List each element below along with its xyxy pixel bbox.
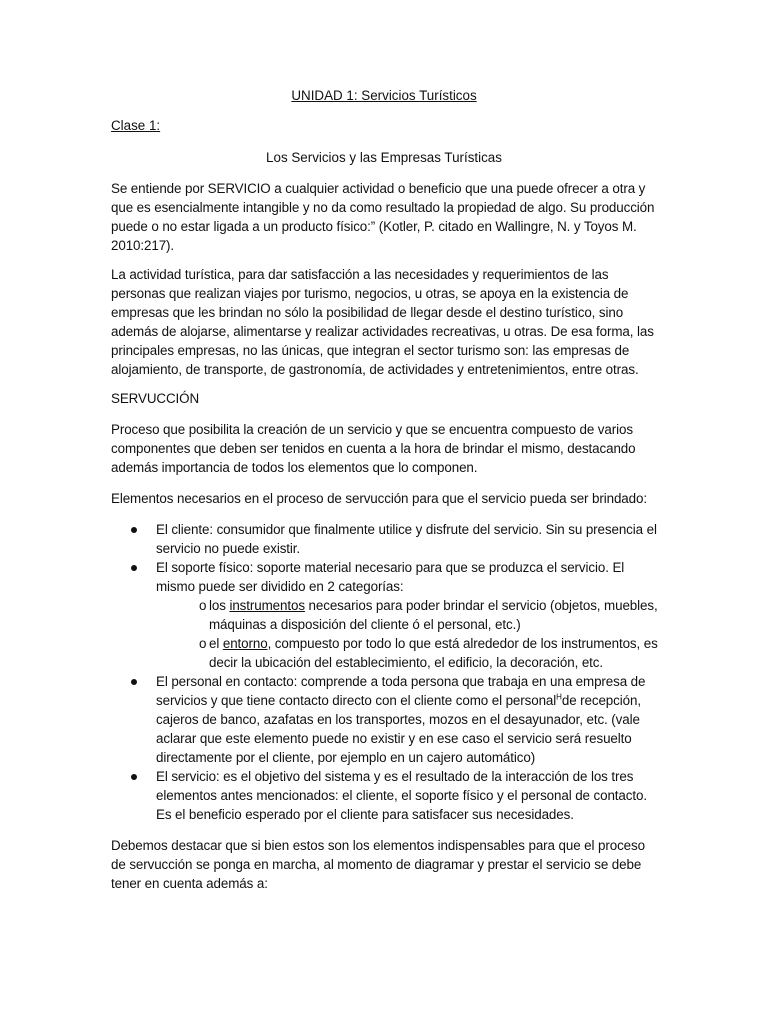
bullet-text-servicio: El servicio: es el objetivo del sistema y es el resultado de la interacción de los tres elementos antes mencionados: el cliente, el soporte físico y el personal de contacto. Es el beneficio esperado por el cliente para satisfacer sus necesidades. [156,769,647,822]
entorno-prefix: el [209,636,223,651]
elements-bullet-list [111,520,661,824]
class-label: Clase 1: [111,118,161,133]
bullet-icon [131,527,137,533]
section-title: Los Servicios y las Empresas Turísticas [266,150,502,165]
footnote-mark: H [556,692,562,702]
paragraph-service-definition: Se entiende por SERVICIO a cualquier actividad o beneficio que una puede ofrecer a otra y que es esencialmente intangible y no da como resultado la propiedad de algo. Su producción puede o no estar ligada a un producto físico:” (Kotler, P. citado en Wallingre, N. y Toyos M. 2010:217). [111,181,655,253]
list-item-servicio [111,767,661,824]
paragraph-closing: Debemos destacar que si bien estos son los elementos indispensables para que el proceso de servucción se ponga en marcha, al momento de diagramar y prestar el servicio se debe tener en cuenta además a: [111,838,645,891]
list-item-personal [111,672,661,767]
bullet-icon [131,679,137,685]
bullet-icon [131,565,137,571]
bullet-text-cliente: El cliente: consumidor que finalmente utilice y disfrute del servicio. Sin su presencia el servicio no puede existir. [156,522,657,556]
list-item-soporte [111,558,661,672]
entorno-term: entorno [222,636,268,651]
bullet-text-personal-end: de recepción, cajeros de banco, azafatas en los transportes, mozos en el desayunador, etc. (vale aclarar que este elemento puede no existir y en ese caso el servicio será resuelto directamente por el cliente, por ejemplo en un cajero automático) [156,693,641,765]
paragraph-elements-intro: Elementos necesarios en el proceso de servucción para que el servicio pueda ser brindado: [111,491,647,506]
instrumentos-term: instrumentos [229,598,305,613]
soporte-sub-list [156,596,661,672]
sub-item-instrumentos [111,596,661,634]
list-item-cliente [111,520,661,558]
instrumentos-description: necesarios para poder brindar el servicio (objetos, muebles, máquinas a disposición del cliente ó el personal, etc.) [209,598,658,632]
entorno-description: , compuesto por todo lo que está alrededor de los instrumentos, es decir la ubicación del establecimiento, el edificio, la decoración, etc. [209,636,658,670]
bullet-icon [131,774,137,780]
bullet-text-personal-start: El personal en contacto: comprende a toda persona que trabaja en una empresa de servicios y que tiene contacto directo con el cliente como el personal [156,674,646,708]
servuccion-heading: SERVUCCIÓN [111,391,200,406]
bullet-text-soporte: El soporte físico: soporte material necesario para que se produzca el servicio. El mismo puede ser dividido en 2 categorías: [156,560,625,594]
sub-bullet-icon: o [199,598,207,613]
sub-item-entorno [111,634,661,672]
paragraph-servuccion-definition: Proceso que posibilita la creación de un servicio y que se encuentra compuesto de varios componentes que deben ser tenidos en cuenta a la hora de brindar el mismo, destacando además importancia de todos los elementos que lo componen. [111,422,636,475]
unit-title: UNIDAD 1: Servicios Turísticos [291,88,477,103]
sub-bullet-icon: o [199,636,207,651]
instrumentos-prefix: los [209,598,230,613]
paragraph-tourism-activity: La actividad turística, para dar satisfacción a las necesidades y requerimientos de las personas que realizan viajes por turismo, negocios, u otras, se apoya en la existencia de empresas que les brindan no sólo la posibilidad de llegar desde el destino turístico, sino además de alojarse, alimentarse y realizar actividades recreativas, u otras. De esa forma, las principales empresas, no las únicas, que integran el sector turismo son: las empresas de alojamiento, de transporte, de gastronomía, de actividades y entretenimientos, entre otras. [111,267,654,377]
